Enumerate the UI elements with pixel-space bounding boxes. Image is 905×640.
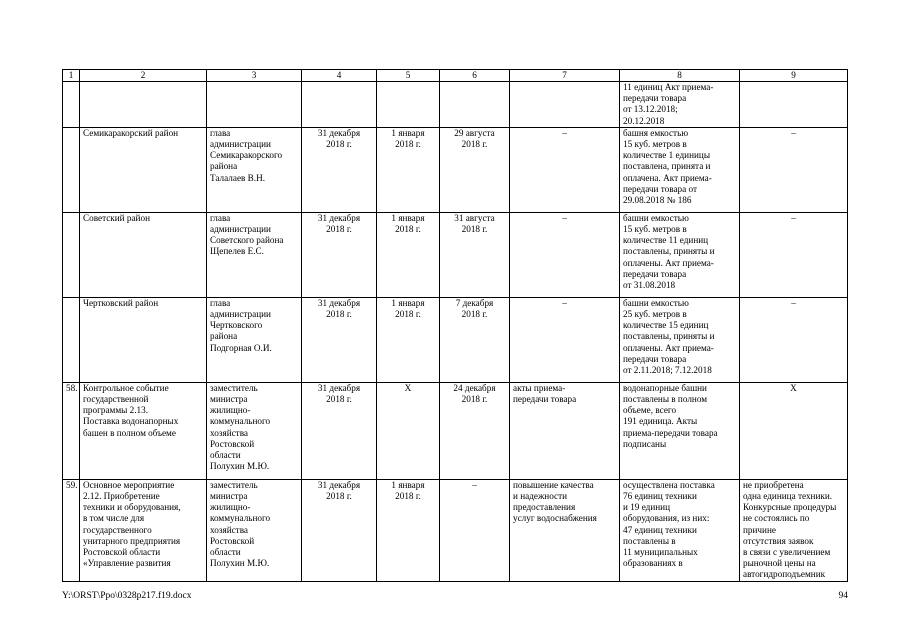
planned-end-date: 31 декабря 2018 г. <box>302 382 377 479</box>
actual-end-date: 7 декабря 2018 г. <box>440 297 510 382</box>
responsible-person: глава администрации Чертковского района Подгорная О.И. <box>207 297 302 382</box>
responsible-person: заместитель министра жилищно- коммунального хозяйства Ростовской области Полухин М.Ю. <box>207 382 302 479</box>
row-number <box>63 82 80 128</box>
actual-result: башня емкостью 15 куб. метров в количестве 1 единицы поставлена, принята и оплачена. Акт приема- передачи товара от 29.08.2018 № 186 <box>620 127 740 212</box>
column-number: 5 <box>377 70 440 82</box>
reasons: – <box>740 297 848 382</box>
actual-result: башни емкостью 15 куб. метров в количестве 11 единиц поставлены, приняты и оплачены. Акт приема- передачи товара от 31.08.2018 <box>620 212 740 297</box>
actual-end-date: 29 августа 2018 г. <box>440 127 510 212</box>
reasons <box>740 82 848 128</box>
actual-end-date: 31 августа 2018 г. <box>440 212 510 297</box>
actual-start-date: 1 января 2018 г. <box>377 479 440 581</box>
responsible-person <box>207 82 302 128</box>
actual-end-date <box>440 82 510 128</box>
responsible-person: глава администрации Семикаракорского района Талалаев В.Н. <box>207 127 302 212</box>
actual-end-date: – <box>440 479 510 581</box>
event-name: Чертковский район <box>80 297 207 382</box>
row-number: 58. <box>63 382 80 479</box>
planned-end-date: 31 декабря 2018 г. <box>302 212 377 297</box>
event-name: Основное мероприятие 2.12. Приобретение техники и оборудования, в том числе для государственного унитарного предприятия Ростовской области «Управление развития <box>80 479 207 581</box>
page-number: 94 <box>838 591 848 601</box>
event-name: Контрольное событие государственной программы 2.13. Поставка водонапорных башен в полном объеме <box>80 382 207 479</box>
expected-result: – <box>510 127 620 212</box>
column-number: 3 <box>207 70 302 82</box>
actual-start-date <box>377 82 440 128</box>
planned-end-date: 31 декабря 2018 г. <box>302 127 377 212</box>
actual-start-date: 1 января 2018 г. <box>377 127 440 212</box>
row-number: 59. <box>63 479 80 581</box>
actual-result: водонапорные башни поставлены в полном объеме, всего 191 единица. Акты приема-передачи товара подписаны <box>620 382 740 479</box>
actual-result: осуществлена поставка 76 единиц техники и 19 единиц оборудования, из них: 47 единиц техники поставлены в 11 муниципальных образованиях в <box>620 479 740 581</box>
responsible-person: глава администрации Советского района Щепелев Е.С. <box>207 212 302 297</box>
expected-result <box>510 82 620 128</box>
event-name: Семикаракорский район <box>80 127 207 212</box>
planned-end-date <box>302 82 377 128</box>
planned-end-date: 31 декабря 2018 г. <box>302 479 377 581</box>
reasons: Х <box>740 382 848 479</box>
report-table <box>62 69 848 582</box>
table-row <box>63 127 848 212</box>
table-row <box>63 82 848 128</box>
table-row <box>63 212 848 297</box>
column-number: 1 <box>63 70 80 82</box>
actual-end-date: 24 декабря 2018 г. <box>440 382 510 479</box>
table-row <box>63 297 848 382</box>
actual-start-date: 1 января 2018 г. <box>377 212 440 297</box>
row-number <box>63 127 80 212</box>
column-number: 6 <box>440 70 510 82</box>
actual-result: 11 единиц Акт приема- передачи товара от 13.12.2018; 20.12.2018 <box>620 82 740 128</box>
column-number: 8 <box>620 70 740 82</box>
table-row <box>63 479 848 581</box>
event-name: Советский район <box>80 212 207 297</box>
reasons: не приобретена одна единица техники. Конкурсные процедуры не состоялись по причине отсутствия заявок в связи с увеличением рыночной цены на автогидроподъемник <box>740 479 848 581</box>
actual-result: башни емкостью 25 куб. метров в количестве 15 единиц поставлены, приняты и оплачены. Акт приема- передачи товара от 2.11.2018; 7.12.2018 <box>620 297 740 382</box>
file-path: Y:\ORST\Ppo\0328p217.f19.docx <box>62 591 192 601</box>
event-name <box>80 82 207 128</box>
reasons: – <box>740 212 848 297</box>
expected-result: повышение качества и надежности предоставления услуг водоснабжения <box>510 479 620 581</box>
expected-result: – <box>510 297 620 382</box>
actual-start-date: Х <box>377 382 440 479</box>
column-number: 9 <box>740 70 848 82</box>
row-number <box>63 297 80 382</box>
expected-result: – <box>510 212 620 297</box>
column-number: 4 <box>302 70 377 82</box>
table-row <box>63 382 848 479</box>
column-number: 2 <box>80 70 207 82</box>
column-number: 7 <box>510 70 620 82</box>
expected-result: акты приема- передачи товара <box>510 382 620 479</box>
actual-start-date: 1 января 2018 г. <box>377 297 440 382</box>
column-number-row <box>63 70 848 82</box>
responsible-person: заместитель министра жилищно- коммунального хозяйства Ростовской области Полухин М.Ю. <box>207 479 302 581</box>
reasons: – <box>740 127 848 212</box>
planned-end-date: 31 декабря 2018 г. <box>302 297 377 382</box>
row-number <box>63 212 80 297</box>
